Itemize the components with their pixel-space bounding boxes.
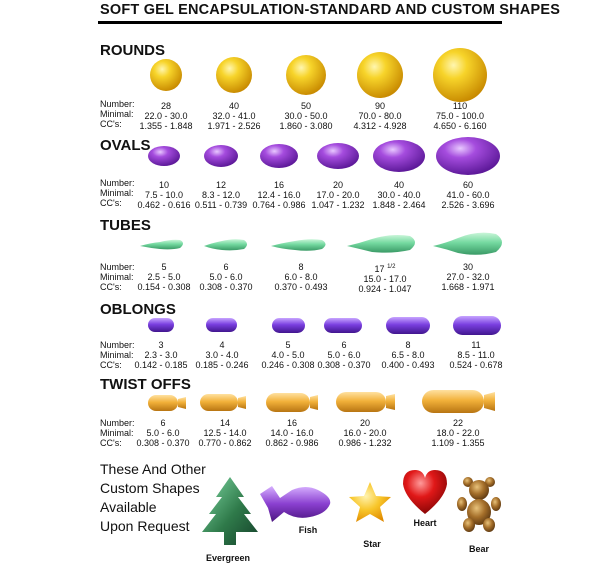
- item-number: 5: [285, 340, 291, 350]
- item-number: 4: [219, 340, 225, 350]
- item-cc: 0.308 - 0.370: [317, 360, 371, 370]
- item-number: 6: [160, 418, 166, 428]
- item-number: 8: [405, 340, 411, 350]
- label-number: Number:: [100, 262, 135, 272]
- section-title: ROUNDS: [100, 42, 166, 59]
- label-number: Number:: [100, 99, 135, 109]
- item-number-value: 17: [374, 264, 385, 274]
- label-cc: CC's:: [100, 360, 122, 370]
- section-title: OBLONGS: [100, 301, 176, 318]
- label-minimal: Minimal:: [100, 428, 134, 438]
- item-cc: 1.355 - 1.848: [139, 121, 193, 131]
- item-cc: 0.308 - 0.370: [136, 438, 190, 448]
- item-minimal: 2.5 - 5.0: [147, 272, 181, 282]
- item-number: 20: [359, 418, 371, 428]
- item-cc: 0.400 - 0.493: [381, 360, 435, 370]
- item-number: 11: [471, 340, 481, 350]
- item-number: 30: [462, 262, 474, 272]
- item-number: 90: [374, 101, 386, 111]
- item-cc: 0.246 - 0.308: [261, 360, 315, 370]
- item-minimal: 15.0 - 17.0: [363, 274, 407, 284]
- item-minimal: 30.0 - 50.0: [284, 111, 328, 121]
- star-label: Star: [363, 539, 381, 549]
- fish-label: Fish: [298, 525, 318, 535]
- item-minimal: 6.0 - 8.0: [284, 272, 318, 282]
- item-number: 16: [273, 180, 285, 190]
- label-minimal: Minimal:: [100, 350, 134, 360]
- item-number: 50: [300, 101, 312, 111]
- item-minimal: 8.3 - 12.0: [201, 190, 241, 200]
- custom-line: Available: [100, 499, 157, 515]
- item-minimal: 22.0 - 30.0: [144, 111, 188, 121]
- item-number: 60: [462, 180, 474, 190]
- custom-line: These And Other: [100, 461, 206, 477]
- item-cc: 0.764 - 0.986: [252, 200, 306, 210]
- item-cc: 1.860 - 3.080: [279, 121, 333, 131]
- heart-label: Heart: [413, 518, 437, 528]
- evergreen-label: Evergreen: [205, 553, 251, 563]
- label-cc: CC's:: [100, 198, 122, 208]
- item-minimal: 17.0 - 20.0: [316, 190, 360, 200]
- item-number: 6: [223, 262, 229, 272]
- item-minimal: 30.0 - 40.0: [377, 190, 421, 200]
- item-minimal: 5.0 - 6.0: [146, 428, 180, 438]
- label-cc: CC's:: [100, 282, 122, 292]
- item-cc: 1.848 - 2.464: [372, 200, 426, 210]
- label-cc: CC's:: [100, 119, 122, 129]
- item-number: 110: [452, 101, 468, 111]
- item-minimal: 18.0 - 22.0: [436, 428, 480, 438]
- item-cc: 0.770 - 0.862: [198, 438, 252, 448]
- item-number: 5: [161, 262, 167, 272]
- item-minimal: 12.5 - 14.0: [203, 428, 247, 438]
- heart-icon: [403, 470, 447, 514]
- item-cc: 0.185 - 0.246: [195, 360, 249, 370]
- item-cc: 0.924 - 1.047: [358, 284, 412, 294]
- label-minimal: Minimal:: [100, 188, 134, 198]
- item-cc: 1.971 - 2.526: [207, 121, 261, 131]
- item-minimal: 6.5 - 8.0: [391, 350, 425, 360]
- item-number: 40: [228, 101, 240, 111]
- item-number: 28: [160, 101, 172, 111]
- item-number-fraction: 1/2: [387, 264, 396, 270]
- item-cc: 4.650 - 6.160: [433, 121, 487, 131]
- evergreen-icon: [202, 477, 258, 545]
- item-minimal: 12.4 - 16.0: [257, 190, 301, 200]
- fish-icon: [260, 486, 330, 522]
- section-title: TWIST OFFS: [100, 376, 191, 393]
- section-title: OVALS: [100, 137, 151, 154]
- item-minimal: 7.5 - 10.0: [144, 190, 184, 200]
- item-number: 16: [286, 418, 298, 428]
- item-minimal: 27.0 - 32.0: [446, 272, 490, 282]
- item-cc: 1.668 - 1.971: [441, 282, 495, 292]
- item-cc: 0.511 - 0.739: [194, 200, 248, 210]
- item-number: 6: [341, 340, 347, 350]
- item-minimal: 5.0 - 6.0: [209, 272, 243, 282]
- item-cc: 2.526 - 3.696: [441, 200, 495, 210]
- item-minimal: 4.0 - 5.0: [271, 350, 305, 360]
- item-number: 20: [332, 180, 344, 190]
- item-number: 22: [452, 418, 464, 428]
- item-minimal: 75.0 - 100.0: [435, 111, 485, 121]
- label-minimal: Minimal:: [100, 272, 134, 282]
- item-minimal: 41.0 - 60.0: [446, 190, 490, 200]
- item-minimal: 70.0 - 80.0: [358, 111, 402, 121]
- item-cc: 0.370 - 0.493: [274, 282, 328, 292]
- item-number: 3: [158, 340, 164, 350]
- label-number: Number:: [100, 418, 135, 428]
- item-cc: 0.142 - 0.185: [134, 360, 188, 370]
- item-cc: 0.154 - 0.308: [137, 282, 191, 292]
- item-minimal: 2.3 - 3.0: [144, 350, 178, 360]
- item-number: 10: [158, 180, 170, 190]
- custom-line: Custom Shapes: [100, 480, 200, 496]
- label-number: Number:: [100, 340, 135, 350]
- bear-label: Bear: [468, 544, 490, 554]
- item-cc: 1.109 - 1.355: [431, 438, 485, 448]
- item-number: 8: [298, 262, 304, 272]
- item-cc: 0.862 - 0.986: [265, 438, 319, 448]
- item-number: 14: [219, 418, 231, 428]
- section-title: TUBES: [100, 217, 151, 234]
- item-minimal: 5.0 - 6.0: [327, 350, 361, 360]
- item-cc: 0.462 - 0.616: [137, 200, 191, 210]
- item-cc: 4.312 - 4.928: [353, 121, 407, 131]
- page-title: SOFT GEL ENCAPSULATION-STANDARD AND CUSTOM SHAPES: [100, 2, 561, 18]
- item-minimal: 8.5 - 11.0: [457, 350, 495, 360]
- label-minimal: Minimal:: [100, 109, 134, 119]
- item-cc: 0.524 - 0.678: [449, 360, 503, 370]
- item-minimal: 14.0 - 16.0: [270, 428, 314, 438]
- item-minimal: 16.0 - 20.0: [343, 428, 387, 438]
- label-cc: CC's:: [100, 438, 122, 448]
- item-minimal: 3.0 - 4.0: [205, 350, 239, 360]
- star-icon: [349, 482, 391, 522]
- item-minimal: 32.0 - 41.0: [212, 111, 256, 121]
- bear-icon: [457, 477, 501, 532]
- item-number: 40: [393, 180, 405, 190]
- item-number: 12: [215, 180, 226, 190]
- item-cc: 1.047 - 1.232: [311, 200, 365, 210]
- item-cc: 0.308 - 0.370: [199, 282, 253, 292]
- custom-line: Upon Request: [100, 518, 190, 534]
- item-cc: 0.986 - 1.232: [338, 438, 392, 448]
- label-number: Number:: [100, 178, 135, 188]
